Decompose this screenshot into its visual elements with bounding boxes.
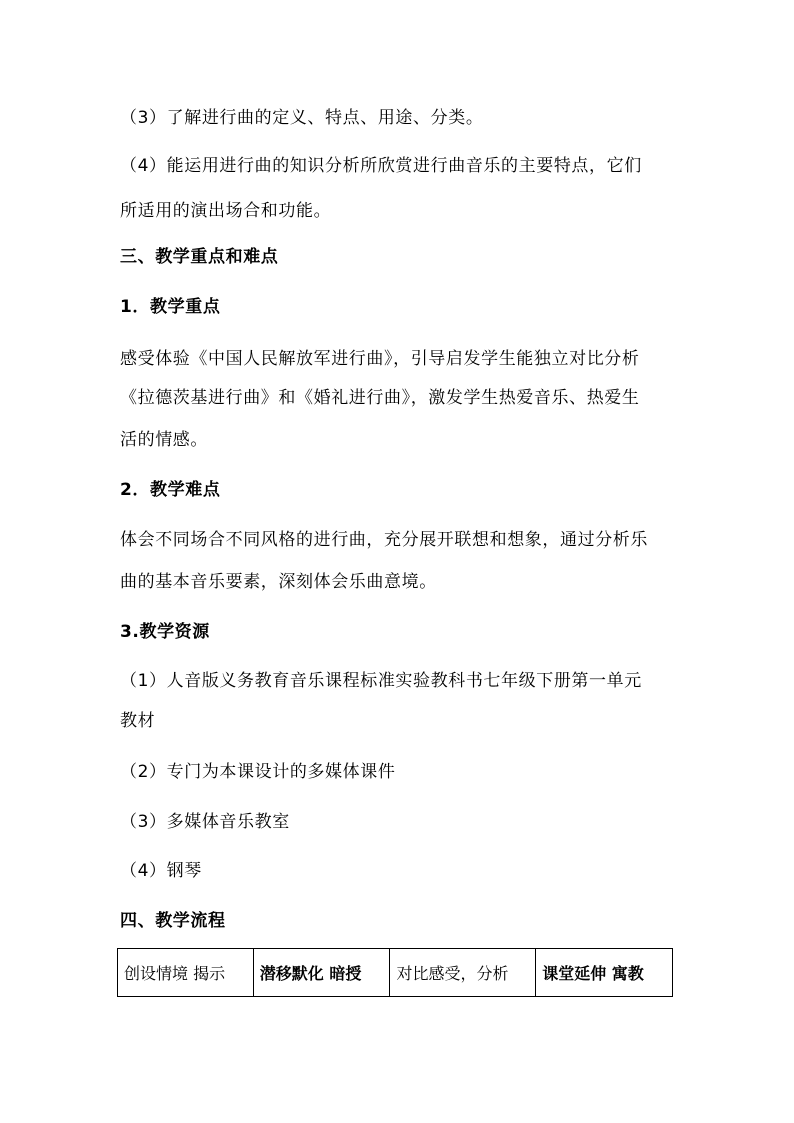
table-cell: 课堂延伸 寓教: [536, 949, 673, 997]
key-points-line-3: 活的情感。: [120, 430, 208, 450]
section-heading-teaching-process: 四、教学流程: [120, 911, 226, 931]
objective-item-4-line-2: 所适用的演出场合和功能。: [120, 201, 332, 221]
difficulties-line-1: 体会不同场合不同风格的进行曲，充分展开联想和想象，通过分析乐: [120, 530, 648, 550]
subheading-difficulties: 2．教学难点: [120, 480, 221, 500]
resource-item-1-line-1: （1）人音版义务教育音乐课程标准实验教科书七年级下册第一单元: [120, 671, 642, 691]
difficulties-line-2: 曲的基本音乐要素，深刻体会乐曲意境。: [120, 572, 437, 592]
table-cell: 对比感受，分析: [390, 949, 536, 997]
subheading-resources: 3.教学资源: [120, 622, 210, 642]
table-cell: 潜移默化 暗授: [253, 949, 390, 997]
resource-item-1-line-2: 教材: [120, 711, 156, 731]
key-points-line-1: 感受体验《中国人民解放军进行曲》，引导启发学生能独立对比分析: [120, 349, 640, 369]
table-cell: 创设情境 揭示: [118, 949, 254, 997]
table-row: [118, 949, 673, 997]
objective-item-3: （3）了解进行曲的定义、特点、用途、分类。: [120, 108, 484, 128]
resource-item-2: （2）专门为本课设计的多媒体课件: [120, 762, 396, 782]
subheading-key-points: 1．教学重点: [120, 297, 221, 317]
key-points-line-2: 《拉德茨基进行曲》和《婚礼进行曲》，激发学生热爱音乐、热爱生: [120, 388, 640, 408]
section-heading-key-points-and-difficulties: 三、教学重点和难点: [120, 247, 279, 267]
resource-item-3: （3）多媒体音乐教室: [120, 812, 290, 832]
teaching-process-table: [117, 948, 673, 997]
objective-item-4-line-1: （4）能运用进行曲的知识分析所欣赏进行曲音乐的主要特点，它们: [120, 156, 642, 176]
resource-item-4: （4）钢琴: [120, 861, 202, 881]
